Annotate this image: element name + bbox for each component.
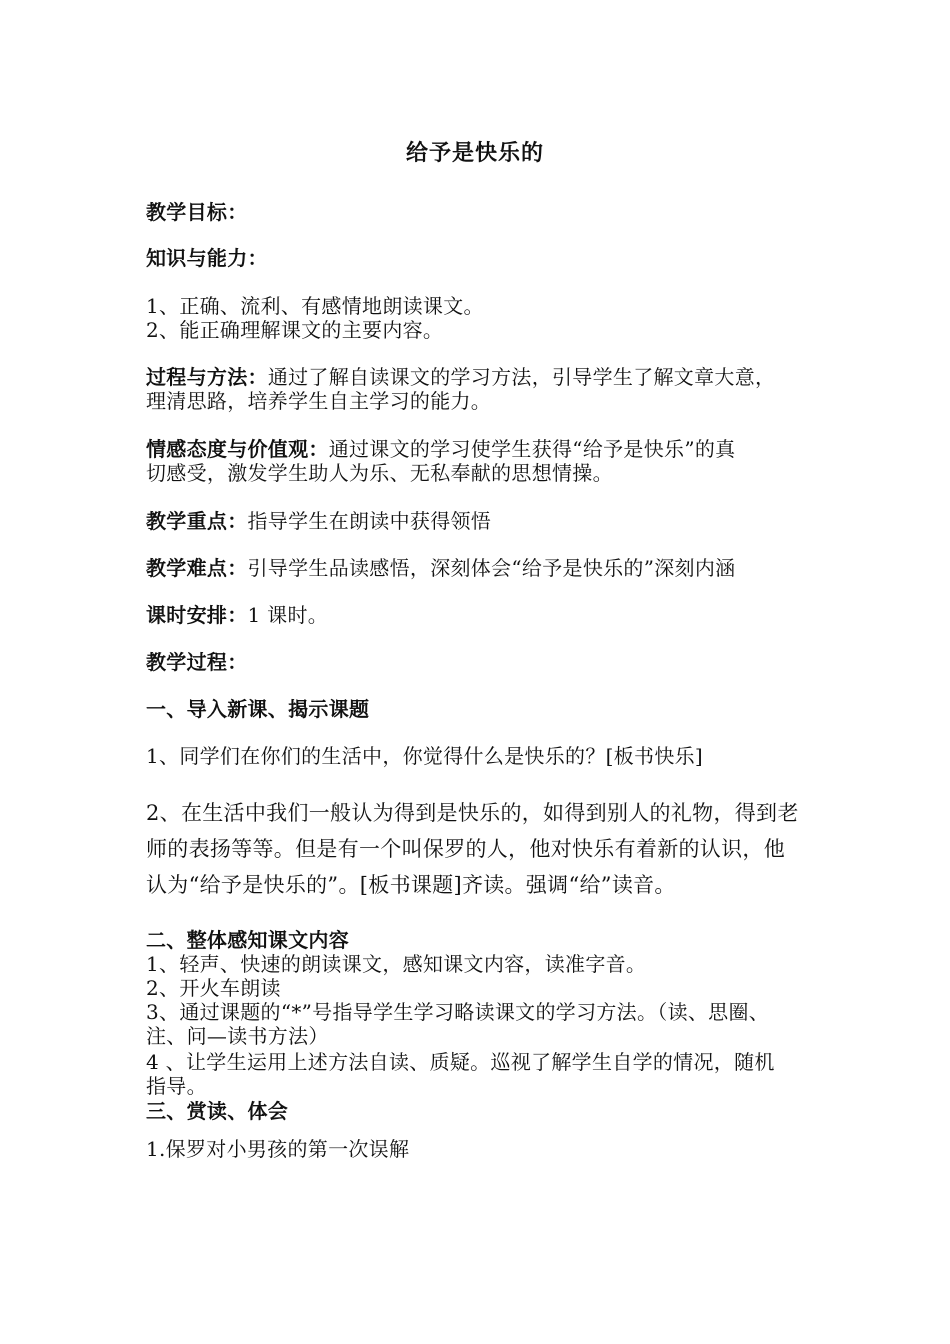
knowledge-heading: 知识与能力： xyxy=(146,246,268,270)
section2-line-6: 指导。 xyxy=(146,1074,207,1098)
section2-line-3: 3、通过课题的“*”号指导学生学习略读课文的学习方法。（读、思圈、 xyxy=(146,1000,770,1024)
difficulty-text: 引导学生品读感悟，深刻体会“给予是快乐的”深刻内涵 xyxy=(247,556,736,580)
process-method-line-1 xyxy=(146,365,826,389)
schedule-text: 1 课时。 xyxy=(247,603,329,627)
document-title: 给予是快乐的 xyxy=(405,141,544,166)
attitude-line-2: 切感受，激发学生助人为乐、无私奉献的思想情操。 xyxy=(146,461,613,485)
key-point xyxy=(146,509,826,533)
process-heading: 教学过程： xyxy=(146,650,248,674)
section1-item-1: 1、同学们在你们的生活中，你觉得什么是快乐的？[板书快乐] xyxy=(146,744,704,768)
section2-line-4: 注、问—读书方法） xyxy=(146,1024,329,1048)
section1-item-2-line-2: 师的表扬等等。但是有一个叫保罗的人，他对快乐有着新的认识，他 xyxy=(146,837,785,861)
section3-item-1: 1.保罗对小男孩的第一次误解 xyxy=(146,1137,410,1161)
key-point-text: 指导学生在朗读中获得领悟 xyxy=(247,509,492,533)
knowledge-item-2: 2、能正确理解课文的主要内容。 xyxy=(146,318,444,342)
section2-line-2: 2、开火车朗读 xyxy=(146,976,281,1000)
section1-heading: 一、导入新课、揭示课题 xyxy=(146,697,370,721)
section1-item-2-line-3: 认为“给予是快乐的”。[板书课题]齐读。强调“给”读音。 xyxy=(146,873,676,897)
knowledge-item-1: 1、正确、流利、有感情地朗读课文。 xyxy=(146,294,484,318)
schedule-label: 课时安排： xyxy=(146,603,248,627)
attitude-label: 情感态度与价值观： xyxy=(146,437,329,461)
objectives-heading: 教学目标： xyxy=(146,200,248,224)
section1-item-2-line-1: 2、在生活中我们一般认为得到是快乐的，如得到别人的礼物，得到老 xyxy=(146,801,799,825)
key-point-label: 教学重点： xyxy=(146,509,248,533)
attitude-text: 通过课文的学习使学生获得“给予是快乐”的真 xyxy=(328,437,736,461)
section2-line-1: 1、轻声、快速的朗读课文，感知课文内容，读准字音。 xyxy=(146,952,647,976)
attitude-line-1 xyxy=(146,437,826,461)
difficulty-label: 教学难点： xyxy=(146,556,248,580)
process-method-text: 通过了解自读课文的学习方法，引导学生了解文章大意， xyxy=(267,365,776,389)
schedule xyxy=(146,603,826,627)
section3-heading: 三、赏读、体会 xyxy=(146,1099,289,1123)
section2-line-5: 4 、让学生运用上述方法自读、质疑。巡视了解学生自学的情况，随机 xyxy=(146,1050,775,1074)
process-method-line-2: 理清思路，培养学生自主学习的能力。 xyxy=(146,389,492,413)
difficulty xyxy=(146,556,826,580)
process-method-label: 过程与方法： xyxy=(146,365,268,389)
section2-heading: 二、整体感知课文内容 xyxy=(146,928,349,952)
